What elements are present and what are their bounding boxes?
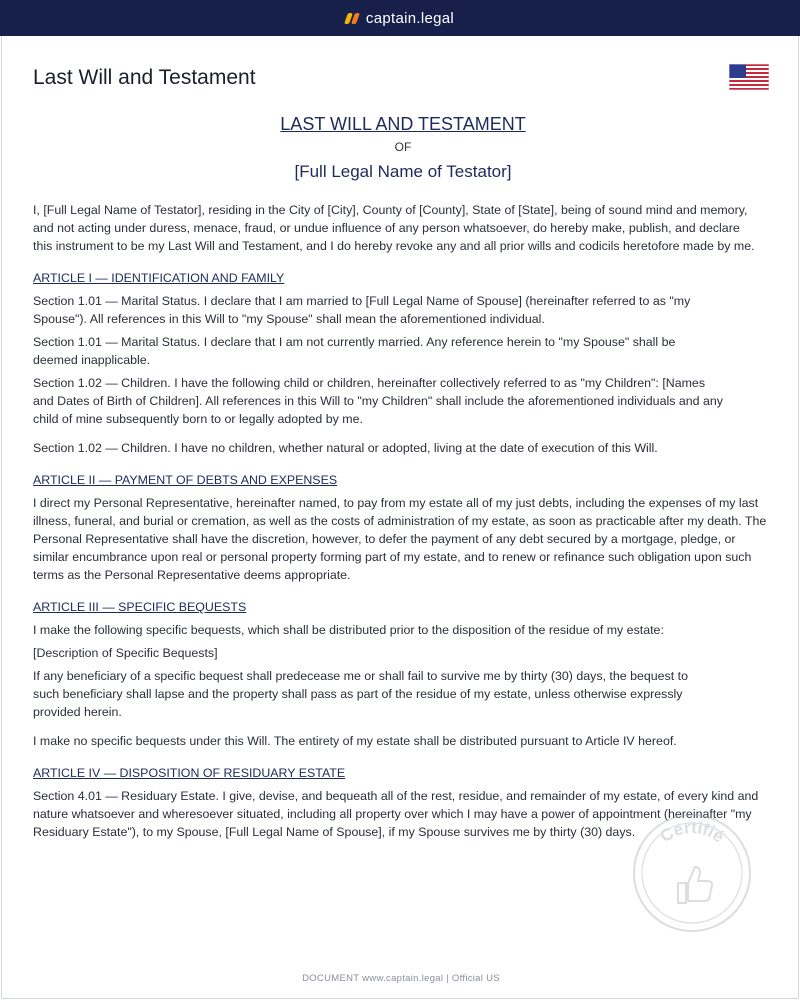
article-1-section-4: Section 1.02 — Children. I have no children, whether natural or adopted, living at the date of execution of this Will. (33, 441, 658, 455)
document-page (1, 36, 799, 999)
article-1-title: ARTICLE I — IDENTIFICATION AND FAMILY (33, 271, 285, 285)
article-3-title: ARTICLE III — SPECIFIC BEQUESTS (33, 600, 247, 614)
testator-name: [Full Legal Name of Testator] (294, 162, 512, 181)
footer-text: DOCUMENT www.captain.legal | Official US (302, 973, 500, 984)
captain-legal-logo-icon (344, 13, 360, 24)
article-1-section-3: Section 1.02 — Children. I have the following child or children, hereinafter collectively referred to as "my Children": [Names and Dates of Birth of Children]. All references in this Will to "my Children" shall include the aforementioned individuals and any child of mine subsequently born to or legally adopted by me. (33, 376, 723, 426)
top-bar (0, 0, 800, 36)
article-1-section-1: Section 1.01 — Marital Status. I declare that I am married to [Full Legal Name of Spouse] (hereinafter referred to as "my Spouse"). All references in this Will to "my Spouse" shall mean the aforementioned individual. (33, 294, 691, 326)
article-1-section-2: Section 1.01 — Marital Status. I declare that I am not currently married. Any reference herein to "my Spouse" shall be deemed inapplicable. (33, 335, 676, 367)
document-body (33, 110, 773, 841)
certified-stamp-icon (630, 811, 754, 935)
document-of: OF (394, 140, 412, 154)
article-3-paragraph-3: If any beneficiary of a specific bequest shall predecease me or shall fail to survive me by thirty (30) days, the bequest to such beneficiary shall lapse and the property shall pass as part of the residue of my estate, unless otherwise expressly provided herein. (33, 669, 688, 719)
intro-paragraph: I, [Full Legal Name of Testator], residing in the City of [City], County of [County], State of [State], being of sound mind and memory, and not acting under duress, menace, fraud, or undue influence of any person whatsoever, do hereby make, publish, and declare this instrument to be my Last Will and Testament, and I do hereby revoke any and all prior wills and codicils heretofore made by me. (33, 203, 755, 253)
us-flag-icon[interactable] (729, 64, 769, 90)
article-3-paragraph-1: I make the following specific bequests, which shall be distributed prior to the disposition of the residue of my estate: (33, 623, 664, 637)
article-3-paragraph-2: [Description of Specific Bequests] (33, 646, 218, 660)
stamp-text: Certifié (656, 817, 728, 847)
document-heading: LAST WILL AND TESTAMENT (280, 114, 526, 134)
article-2-title: ARTICLE II — PAYMENT OF DEBTS AND EXPENSES (33, 473, 338, 487)
article-4-section-1: Section 4.01 — Residuary Estate. I give, devise, and bequeath all of the rest, residue, and remainder of my estate, of every kind and nature whatsoever and wheresoever situated, including all property over which I may have a power of appointment (hereinafter "my Residuary Estate"), to my Spouse, [Full Legal Name of Spouse], if my Spouse survives me by thirty (30) days. (33, 789, 759, 839)
article-3-paragraph-4: I make no specific bequests under this Will. The entirety of my estate shall be distributed pursuant to Article IV hereof. (33, 734, 677, 748)
brand-name[interactable]: captain.legal (365, 9, 455, 27)
article-4-title: ARTICLE IV — DISPOSITION OF RESIDUARY ESTATE (33, 766, 346, 780)
page-title: Last Will and Testament (33, 66, 256, 89)
article-2-paragraph: I direct my Personal Representative, hereinafter named, to pay from my estate all of my just debts, including the expenses of my last illness, funeral, and burial or cremation, as well as the costs of administration of my estate, as soon as practicable after my death. The Personal Representative shall have the discretion, however, to defer the payment of any debt secured by a mortgage, pledge, or similar encumbrance upon real or personal property forming part of my estate, and to renew or refinance such obligation upon such terms as the Personal Representative deems appropriate. (33, 496, 767, 582)
svg-text:Certifié (657, 818, 728, 846)
